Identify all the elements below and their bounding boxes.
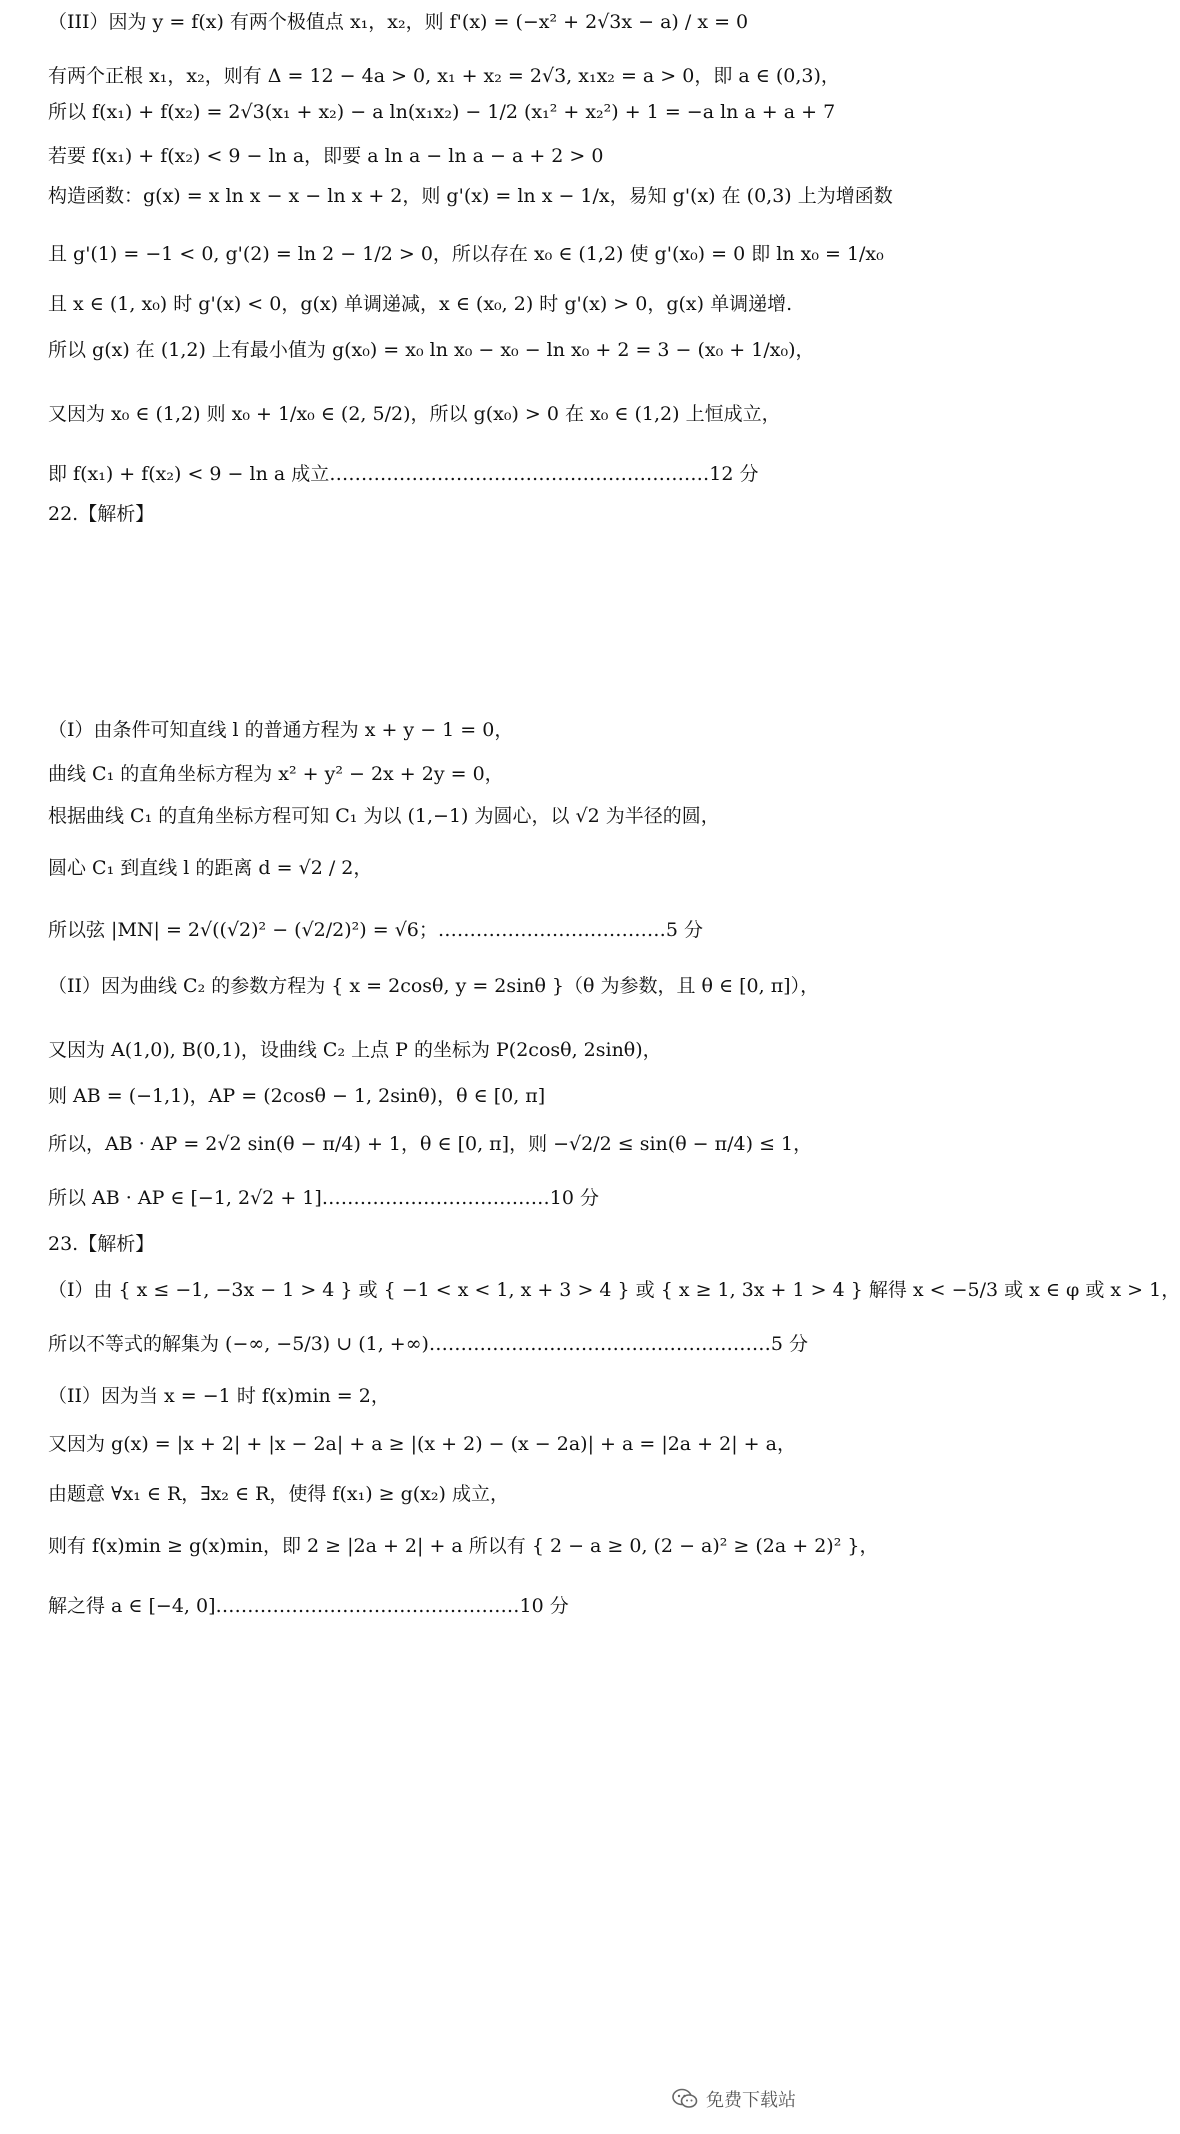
text-line: 所以弦 |MN| = 2√((√2)² − (√2/2)²) = √6；………………………………5 分 xyxy=(48,919,704,941)
text-line: 所以 AB · AP ∈ [−1, 2√2 + 1]………………………………10 分 xyxy=(48,1187,599,1209)
text-line: 所以 f(x₁) + f(x₂) = 2√3(x₁ + x₂) − a ln(x₁x₂) − 1/2 (x₁² + x₂²) + 1 = −a ln a + a + 7 xyxy=(48,101,836,123)
section-heading-22: 22.【解析】 xyxy=(48,503,155,525)
text-line: （III）因为 y = f(x) 有两个极值点 x₁，x₂，则 f'(x) = (−x² + 2√3x − a) / x = 0 xyxy=(48,11,749,33)
text-line: （II）因为当 x = −1 时 f(x)min = 2， xyxy=(48,1385,390,1407)
wechat-icon xyxy=(672,2088,698,2110)
text-line: 所以 g(x) 在 (1,2) 上有最小值为 g(x₀) = x₀ ln x₀ − x₀ − ln x₀ + 2 = 3 − (x₀ + 1/x₀)， xyxy=(48,339,815,361)
section-heading-23: 23.【解析】 xyxy=(48,1233,155,1255)
text-line: 则 AB = (−1,1)，AP = (2cosθ − 1, 2sinθ)，θ ∈ [0, π] xyxy=(48,1085,546,1107)
text-line: 即 f(x₁) + f(x₂) < 9 − ln a 成立……………………………………………………12 分 xyxy=(48,463,759,485)
text-line: 且 x ∈ (1, x₀) 时 g'(x) < 0，g(x) 单调递减，x ∈ (x₀, 2) 时 g'(x) > 0，g(x) 单调递增. xyxy=(48,293,793,315)
text-line: 且 g'(1) = −1 < 0, g'(2) = ln 2 − 1/2 > 0，所以存在 x₀ ∈ (1,2) 使 g'(x₀) = 0 即 ln x₀ = 1/x₀ xyxy=(48,243,884,265)
text-line: 所以，AB · AP = 2√2 sin(θ − π/4) + 1，θ ∈ [0, π]，则 −√2/2 ≤ sin(θ − π/4) ≤ 1， xyxy=(48,1133,813,1155)
text-line: 由题意 ∀x₁ ∈ R，∃x₂ ∈ R，使得 f(x₁) ≥ g(x₂) 成立， xyxy=(48,1483,509,1505)
text-line: 圆心 C₁ 到直线 l 的距离 d = √2 / 2， xyxy=(48,857,373,879)
text-line: 则有 f(x)min ≥ g(x)min，即 2 ≥ |2a + 2| + a 所以有 { 2 − a ≥ 0, (2 − a)² ≥ (2a + 2)² }， xyxy=(48,1535,879,1557)
text-line: 若要 f(x₁) + f(x₂) < 9 − ln a，即要 a ln a − ln a − a + 2 > 0 xyxy=(48,145,604,167)
text-line: （II）因为曲线 C₂ 的参数方程为 { x = 2cosθ, y = 2sinθ }（θ 为参数，且 θ ∈ [0, π]）， xyxy=(48,975,820,997)
watermark xyxy=(672,2086,796,2112)
text-line: 曲线 C₁ 的直角坐标方程为 x² + y² − 2x + 2y = 0， xyxy=(48,763,504,785)
text-line: 所以不等式的解集为 (−∞, −5/3) ∪ (1, +∞)………………………………………………5 分 xyxy=(48,1333,809,1355)
text-line: （I）由条件可知直线 l 的普通方程为 x + y − 1 = 0， xyxy=(48,719,514,741)
text-line: （I）由 { x ≤ −1, −3x − 1 > 4 } 或 { −1 < x < 1, x + 3 > 4 } 或 { x ≥ 1, 3x + 1 > 4 } 解得 x < −5/3 或 x ∈ φ 或 x > 1， xyxy=(48,1279,1180,1301)
text-line: 有两个正根 x₁，x₂，则有 Δ = 12 − 4a > 0, x₁ + x₂ = 2√3, x₁x₂ = a > 0，即 a ∈ (0,3)， xyxy=(48,65,840,87)
text-line: 又因为 x₀ ∈ (1,2) 则 x₀ + 1/x₀ ∈ (2, 5/2)，所以 g(x₀) > 0 在 x₀ ∈ (1,2) 上恒成立， xyxy=(48,403,781,425)
text-line: 根据曲线 C₁ 的直角坐标方程可知 C₁ 为以 (1,−1) 为圆心，以 √2 为半径的圆， xyxy=(48,805,720,827)
text-line: 解之得 a ∈ [−4, 0]…………………………………………10 分 xyxy=(48,1595,569,1617)
text-line: 构造函数：g(x) = x ln x − x − ln x + 2，则 g'(x) = ln x − 1/x，易知 g'(x) 在 (0,3) 上为增函数 xyxy=(48,185,893,207)
text-line: 又因为 g(x) = |x + 2| + |x − 2a| + a ≥ |(x + 2) − (x − 2a)| + a = |2a + 2| + a， xyxy=(48,1433,796,1455)
text-line: 又因为 A(1,0), B(0,1)，设曲线 C₂ 上点 P 的坐标为 P(2cosθ, 2sinθ)， xyxy=(48,1039,662,1061)
watermark-text: 免费下载站 xyxy=(706,2090,796,2111)
